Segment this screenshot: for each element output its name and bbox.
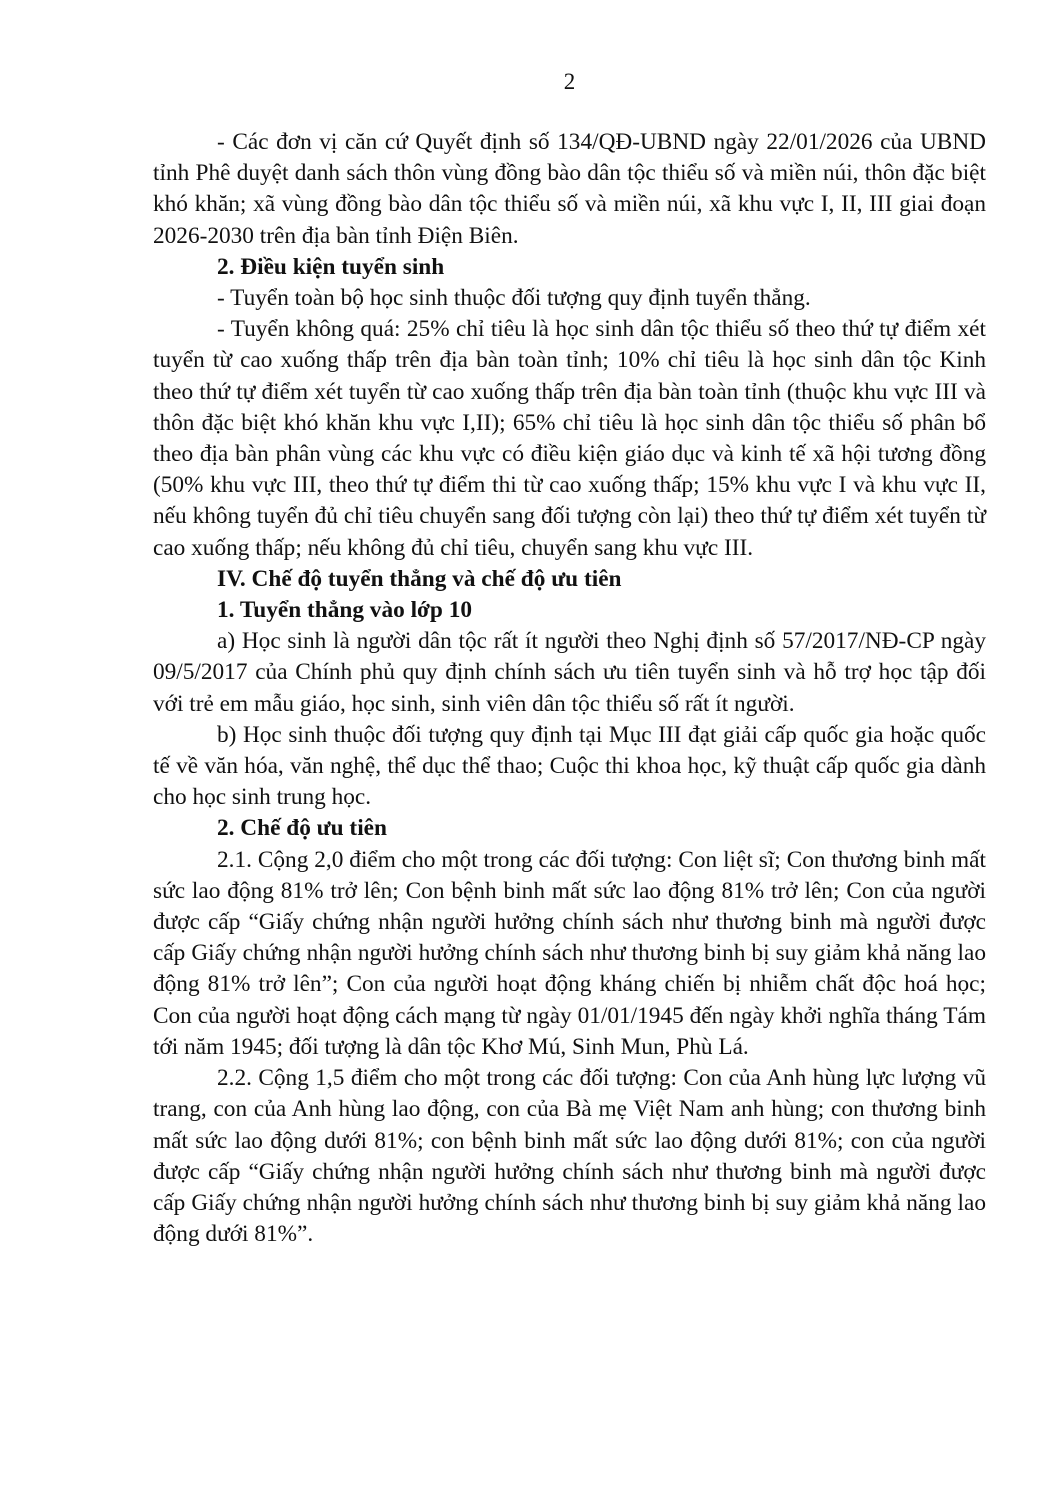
paragraph-item-b: b) Học sinh thuộc đối tượng quy định tại Mục III đạt giải cấp quốc gia hoặc quốc tế về văn hóa, văn nghệ, thể dục thể thao; Cuộc thi khoa học, kỹ thuật cấp quốc gia dành cho học sinh trung học. xyxy=(153,721,986,811)
heading-section-iv: IV. Chế độ tuyển thẳng và chế độ ưu tiên xyxy=(217,565,622,592)
document-body xyxy=(153,127,986,1250)
heading-admission-conditions: 2. Điều kiện tuyển sinh xyxy=(217,253,445,280)
paragraph-priority-2-2: 2.2. Cộng 1,5 điểm cho một trong các đối tượng: Con của Anh hùng lực lượng vũ trang, con của Anh hùng lao động, con của Bà mẹ Việt Nam anh hùng; con thương binh mất sức lao động dưới 81%; con bệnh binh mất sức lao động dưới 81%; con của người được cấp “Giấy chứng nhận người hưởng chính sách như thương binh mà người được cấp Giấy chứng nhận người hưởng chính sách như thương binh bị suy giảm khả năng lao động dưới 81%”. xyxy=(153,1065,986,1248)
paragraph-item-a: a) Học sinh là người dân tộc rất ít người theo Nghị định số 57/2017/NĐ-CP ngày 09/5/2017 của Chính phủ quy định chính sách ưu tiên tuyển sinh và hỗ trợ học tập đối với trẻ em mẫu giáo, học sinh, sinh viên dân tộc thiểu số rất ít người. xyxy=(153,628,986,717)
paragraph-priority-2-1: 2.1. Cộng 2,0 điểm cho một trong các đối tượng: Con liệt sĩ; Con thương binh mất sức lao động 81% trở lên; Con bệnh binh mất sức lao động 81% trở lên; Con của người được cấp “Giấy chứng nhận người hưởng chính sách như thương binh mà người được cấp Giấy chứng nhận người hưởng chính sách như thương binh bị suy giảm khả năng lao động 81% trở lên”; Con của người hoạt động kháng chiến bị nhiễm chất độc hoá học; Con của người hoạt động cách mạng từ ngày 01/01/1945 đến ngày khởi nghĩa tháng Tám tới năm 1945; đối tượng là dân tộc Khơ Mú, Sinh Mun, Phù Lá. xyxy=(153,846,986,1060)
heading-direct-admission-grade-10: 1. Tuyển thẳng vào lớp 10 xyxy=(217,597,473,624)
paragraph-unit-basis: - Các đơn vị căn cứ Quyết định số 134/QĐ-UBND ngày 22/01/2026 của UBND tỉnh Phê duyệt danh sách thôn vùng đồng bào dân tộc thiểu số và miền núi, thôn đặc biệt khó khăn; xã vùng đồng bào dân tộc thiểu số và miền núi, xã khu vực I, II, III giai đoạn 2026-2030 trên địa bàn tỉnh Điện Biên. xyxy=(153,129,986,249)
paragraph-direct-admission-all: - Tuyển toàn bộ học sinh thuộc đối tượng quy định tuyển thẳng. xyxy=(217,285,811,312)
heading-priority-policy: 2. Chế độ ưu tiên xyxy=(217,815,387,842)
paragraph-quota-limits: - Tuyển không quá: 25% chỉ tiêu là học sinh dân tộc thiểu số theo thứ tự điểm xét tuyển từ cao xuống thấp trên địa bàn toàn tỉnh; 10% chỉ tiêu là học sinh dân tộc Kinh theo thứ tự điểm xét tuyển từ cao xuống thấp trên địa bàn toàn tỉnh (thuộc khu vực III và thôn đặc biệt khó khăn khu vực I,II); 65% chỉ tiêu là học sinh dân tộc thiểu số phân bổ theo địa bàn phân vùng các khu vực có điều kiện giáo dục và kinh tế xã hội tương đồng (50% khu vực III, theo thứ tự điểm thi từ cao xuống thấp; 15% khu vực I và khu vực II, nếu không tuyển đủ chỉ tiêu chuyển sang đối tượng còn lại) theo thứ tự điểm xét tuyển từ cao xuống thấp; nếu không đủ chỉ tiêu, chuyển sang khu vực III. xyxy=(153,316,986,561)
page-number: 2 xyxy=(563,69,576,94)
